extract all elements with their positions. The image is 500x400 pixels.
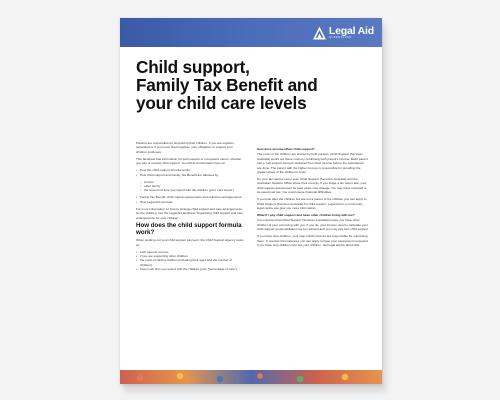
other-children-paragraph: It is important that Child Support (Services Australia) knows you have other children of your own living with you. If you do, your income used to calculate your child support responsibilities may be reduced and you may pay less child support. bbox=[257, 218, 369, 232]
logo-subtitle: QUEENSLAND bbox=[328, 36, 352, 40]
title-line: Family Tax Benefit and bbox=[136, 75, 318, 96]
overview-paragraph: This factsheet has information for both parents or non-parent carers, whether you pay or receive child support. You will find information here on: bbox=[136, 156, 242, 166]
topics-list-continued bbox=[136, 195, 244, 204]
section-heading: How does the child support formula work? bbox=[136, 222, 242, 236]
page-title bbox=[136, 58, 336, 113]
list-item: • how much time you spend with the children (your "percentage of care"). bbox=[136, 267, 244, 271]
subsection-heading: How does income affect child support? bbox=[257, 147, 315, 151]
tax-return-paragraph: Do your tax returns every year. Child Support (Services Australia) and the Australian Taxation Office share their records. If you lodge a tax return late, your child support assessment for past years may change. You may have overpaid or be owed past tax. You could cause financial difficulties. bbox=[257, 177, 367, 195]
list-item: • Family Tax Benefit, child support agreements and collection arrangements bbox=[136, 195, 244, 199]
right-column bbox=[257, 145, 369, 250]
list-item: • How Legal Aid can help. bbox=[136, 200, 244, 204]
intro-paragraph: Parents are responsible for supporting their children. If you are together, separated or if you never lived together, your obligation to support your children continues. bbox=[136, 141, 235, 154]
list-item: – income bbox=[136, 180, 244, 184]
formula-factors-list bbox=[136, 250, 244, 272]
list-item: • the costs of raising children (including their ages and the number of children) bbox=[136, 258, 244, 267]
formula-paragraph: When working out your child support payment, the Child Support Agency looks at: bbox=[136, 238, 244, 247]
title-line: your child care levels bbox=[136, 93, 307, 114]
more-info-paragraph: For more information on how to arrange child support and care arrangements for the children, see the Legal Aid factsheet 'Organising child support and care arrangements for your children'. bbox=[136, 206, 244, 220]
topics-list bbox=[136, 168, 244, 177]
non-parent-paragraph: If you look after the children but are not a parent of the children you can apply to Child Support (Services Australia) for child support. Legal Aid or a community legal centre can give you more information. bbox=[257, 197, 367, 211]
list-item: • both parents' income bbox=[136, 250, 244, 254]
legal-aid-logo bbox=[313, 24, 374, 42]
step-children-paragraph: If you have step-children, your step-child's parents are responsible for supporting them. In special circumstances you can apply to have your assessment reviewed if you have step-children who are your children. Get legal advice about this. bbox=[257, 234, 368, 248]
subsection-heading: What if I pay child support and have other children living with me? bbox=[257, 213, 355, 218]
list-item: • How the child support formula works bbox=[136, 168, 244, 172]
header-banner bbox=[120, 18, 382, 47]
left-column bbox=[136, 141, 244, 274]
list-item: – other family bbox=[136, 184, 244, 188]
list-item: • How child support and Family Tax Benefit are affected by: bbox=[136, 173, 244, 177]
decorative-footer-pattern bbox=[120, 370, 382, 384]
logo-mark-icon bbox=[313, 27, 326, 40]
title-line: Child support, bbox=[136, 57, 250, 77]
factsheet-page bbox=[120, 18, 382, 384]
list-item: • if you are supporting other children bbox=[136, 254, 244, 258]
list-item: – the amount of time you spend with the children (your 'care levels') bbox=[136, 188, 244, 192]
topics-sublist bbox=[136, 180, 244, 193]
logo-wordmark: Legal Aid bbox=[328, 24, 374, 37]
income-paragraph: The costs of the children are shared by both parents. Child Support (Services Australia) works out these costs by combining both parent's income. Each parent has a 'self support amount' deducted from their income before the calculations are done. The parent with the higher income is responsible for providing the greater share of the children's costs. bbox=[257, 152, 368, 175]
